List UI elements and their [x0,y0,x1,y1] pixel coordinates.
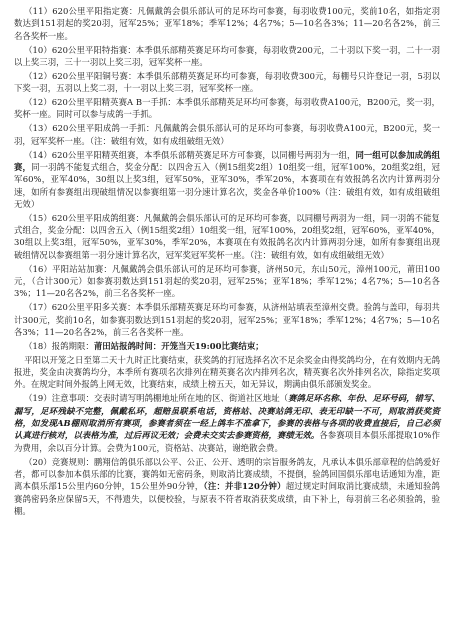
rule-20-part-c: 超过规定时间取消比赛成绩，未通知验鸽赛鸽密码条应保留5天，不得遗失，以便校验，与原表不符者取消获奖成绩，由下补上，每羽前三名必须验鸽，验棚。 [14,481,440,516]
rule-18 [14,340,440,352]
rule-13: （13）620公里平阳成鸽一手抓：凡佩戴鸽会俱乐部认可的足环均可参赛，每羽收费A100元，B200元，奖一羽，冠军奖杯一座。（注：破组有效，如有成组破组无效） [14,123,440,146]
rule-19-warning: 赛鸽足环名称、年份、足环号码，错写、漏写，足环残缺不完整，佩戴私环，超赔虽联系电话，资格站、决赛站鸽无印、表无印缺一不可，则取消获奖资格，如发现AB棚则取消所有赛项，参赛者须在一经上鸽车不准拿下，参赛的表格与各项的收费直接后，自己必须认真进行核对，以表格为准，过后再议无效；会费未交实去参赛资格，赛绩无效。 [14,393,440,441]
rule-14 [14,149,440,210]
rule-18-details: 平阳以开笼之日至第二天十九时正比赛结束，获奖鸽的打冠选择名次不足余奖金由得奖鸽均分，在有效期内无鸽报进，奖金由决赛鸽均分，本季所有赛项名次排列在精英赛名次内排列名次，精英赛名次外排列名次，除指定奖项外。在规定时间外报鸽上网无效，比赛结束，成绩上榜五天，如无异议，期满由俱乐部颁发奖金。 [14,354,440,390]
rule-19-intro: 交表时请写明鸽棚地址所在地的区、街道社区地址（ [93,393,289,404]
rule-12-bronze: （12）620公里平阳铜号赛：本季俱乐部精英赛足环均可参赛，每羽收费300元，每棚号只许登记一羽，5羽以下奖一羽，五羽以上奖二羽，十一羽以上奖三羽，冠军奖杯一座。 [14,70,440,94]
rule-11: （11）620公里平阳指定赛：凡佩戴鸽会俱乐部认可的足环均可参赛，每羽收费100元，奖前10名，如指定羽数达到151羽起的奖20羽，冠军25%；亚军18%；季军12%；4名7%；5—10名各3%；11—20名各2%，前三名各奖杯一座。 [14,6,440,41]
rule-10: （10）620公里平阳特指赛：本季俱乐部精英赛足环均可参赛，每羽收费200元，二十羽以下奖一羽，二十一羽以上奖三羽，三十一羽以上奖三羽，冠军奖杯一座。 [14,44,440,67]
rule-17: （17）620公里平阳多关赛：本季俱乐部精英赛足环均可参赛，从济州站填表至漳州交费。验鸽与盖印，每羽共计300元，奖前10名，如参赛羽数达到151羽起的奖20羽，冠军25%；亚军18%；季军12%；4名7%；5—10名各3%；11—20名各2%，前三名各奖杯一座。 [14,302,440,337]
rule-18-time: 莆田站报鸽时间：开笼当天19:00比赛结束； [93,340,264,351]
rule-20 [14,456,440,517]
rule-16: （16）平阳站站加赛：凡佩戴鸽会俱乐部认可的足环均可参赛，济州50元，东山50元，漳州100元，莆田100元，（合计300元）如参赛羽数达到151羽起的奖20羽，冠军25%；亚军18%；季军12%；4名7%；5—10名各3%；11—20名各2%，前三名各奖杯一座。 [14,263,440,299]
rule-18-label: （18）报鸽期限： [24,340,94,351]
rule-14-part-b: 同一组可以参加成鸽组赛， [14,149,440,172]
rule-14-part-c: 同一羽鸽不能复式组合，奖金分配：以四舍五入（例15组奖2组）10组奖一组，冠军100%，20组奖2组，冠军60%，亚军40%，30组以上奖3组，冠军50%，亚军30%，季军20%，本赛项在有效报鸽名次内计算两羽分速，如所有参赛组出现破组情况以参赛组第一羽分速计算名次，奖金各单价100%（注：破组有效，如有成组破组无效） [14,162,440,209]
rule-20-note: （注：并非120分钟） [203,481,286,492]
rule-19 [14,392,440,453]
rule-19-fees: 各参赛项目本俱乐部提取10%作为费用，余以百分计算。会费为100元，资格站、决赛站，谢绝散会费。 [14,430,440,453]
rule-14-part-a: （14）620公里平阳精英组赛，本季俱乐部精英赛足环方可参赛，以同棚号两羽为一组， [24,149,356,160]
rule-19-label: （19）注意事项： [24,393,94,404]
rule-20-part-a: （20）竞赛规则：鹏翔信鸽俱乐部以公平、公正、公开、透明的宗旨服务鸽友，凡承认本俱乐部章程的信鸽爱好者，都可以参加本俱乐部的比赛，赛鸽如无密码条，则取消比赛成绩，不提倒，验鸽回国俱乐部电话通知为准，距离本俱乐部15公里内60分钟，15公里外90分钟， [14,456,440,492]
rule-12-ab-grab: （12）620公里平阳精英赛A B一手抓：本季俱乐部精英足环均可参赛，每羽收费A100元，B200元，奖一羽，奖杯一座。同时可以参与成鸽一手抓。 [14,97,440,120]
rule-15: （15）620公里平阳成鸽组赛：凡佩戴鸽会俱乐部认可的足环均可参赛，以同棚号两羽为一组，同一羽鸽不能复式组合，奖金分配：以四舍五入（例15组奖2组）10组奖一组，冠军100%，20组奖2组，冠军60%，亚军40%，30组以上奖3组，冠军50%，亚军30%，季军20%，本赛项在有效报鸽名次内计算两羽分速，如所有参赛组出现破组情况以参赛组第一羽分速计算名次，冠军奖冠军奖杯一座。（注：破组有效，如有成组破组无效） [14,212,440,260]
